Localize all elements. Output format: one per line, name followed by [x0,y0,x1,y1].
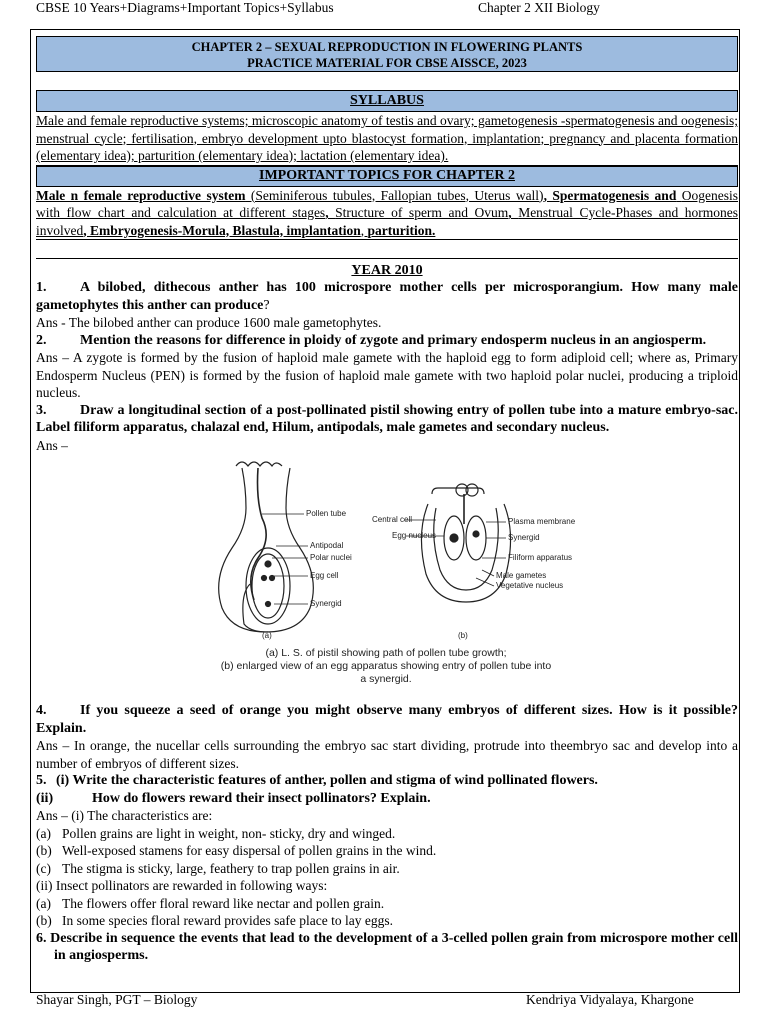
question-1 [36,279,738,314]
question-text: If you squeeze a seed of orange you might observe many embryos of different sizes. How is it possible? Explain. [36,703,738,736]
topic-detail: (Seminiferous tubules, Fallopian tubes, Uterus wall) [245,187,544,203]
page-header [36,0,732,20]
pistil-diagram [36,454,738,702]
topic-spermatogenesis: , Spermatogenesis and [543,187,677,203]
list-item: (a) Pollen grains are light in weight, non- sticky, dry and winged. [36,825,396,841]
label-egg-cell: Egg cell [310,571,339,580]
label-antipodal: Antipodal [310,541,344,550]
question-text: Draw a longitudinal section of a post-pollinated pistil showing entry of pollen tube into a mature embryo-sac. Label filiform apparatus, chalazal end, Hilum, antipodals, male gametes and secondary nucleus. [36,402,738,435]
question-5 [36,772,738,790]
footer-right: Kendriya Vidyalaya, Khargone [526,992,694,1007]
sep: , [508,205,519,220]
list-item: (b) Well-exposed stamens for easy dispersal of pollen grains in the wind. [36,843,437,858]
question-text: Describe in sequence the events that lead to the development of a 3-celled pollen grain from microspore mother cell in angiosperms. [50,930,738,963]
topic-embryogenesis: , Embryogenesis-Morula, Blastula, implantation [83,222,361,238]
header-left: CBSE 10 Years+Diagrams+Important Topics+Syllabus [36,0,334,15]
page-footer [36,992,732,1012]
label-egg-nucleus: Egg nucleus [392,531,437,540]
question-3 [36,402,738,437]
question-text: How do flowers reward their insect pollinators? Explain. [92,790,431,806]
important-topics-heading: IMPORTANT TOPICS FOR CHAPTER 2 [36,166,738,187]
topic-sperm-ovum: Structure of sperm and Ovum [335,205,509,220]
important-topics-text [36,187,738,241]
label-male-gametes: Male gametes [496,571,547,580]
topic-parturition: parturition. [367,222,436,238]
question-text: A bilobed, dithecous anther has 100 microspore mother cells per microsporangium. How many male gametophytes this anther can produce [36,280,738,313]
pistil-diagram-svg [36,454,738,646]
answer-1: Ans - The bilobed anther can produce 1600 male gametophytes. [36,315,382,330]
question-number: 5. [36,773,47,788]
year-heading: YEAR 2010 [36,258,738,279]
question-tail: ? [263,297,270,313]
label-filiform-apparatus: Filiform apparatus [508,553,573,562]
answer-2: Ans – A zygote is formed by the fusion of haploid male gamete with the haploid egg to form adiploid cell; where as, Primary Endosperm Nucleus (PEN) is formed by the fusion of haploid male gamete with two haploid polar nuclei, producing a triploid nucleus. [36,350,738,400]
question-2 [36,332,738,350]
syllabus-text: Male and female reproductive systems; microscopic anatomy of testis and ovary; gametogenesis -spermatogenesis and oogenesis; menstrual cycle; fertilisation, embryo development upto blastocyst formation, implantation; pregnancy and placenta formation (elementary idea); parturition (elementary idea); lactation (elementary idea). [36,112,738,166]
caption-line3: a synergid. [360,673,412,685]
answer-5-list-2 [36,895,738,930]
question-5-ii [36,790,738,808]
list-item: (c) The stigma is sticky, large, feathery to trap pollen grains in air. [36,860,400,876]
caption-line2: (b) enlarged view of an egg apparatus showing entry of pollen tube into [220,660,552,672]
label-b: (b) [458,631,468,640]
question-number: 3. [36,402,47,418]
chapter-title-line2: PRACTICE MATERIAL FOR CBSE AISSCE, 2023 [247,56,527,70]
syllabus-heading: SYLLABUS [36,90,738,112]
figure-caption [186,647,586,686]
label-a: (a) [262,631,272,640]
list-item: (b) In some species floral reward provides safe place to lay eggs. [36,913,394,928]
question-number: 4. [36,703,47,718]
label-plasma-membrane: Plasma membrane [508,517,576,526]
answer-5-ii: (ii) Insect pollinators are rewarded in following ways: [36,878,328,893]
label-pollen-tube: Pollen tube [306,509,347,518]
question-text: Mention the reasons for difference in ploidy of zygote and primary endosperm nucleus in an angiosperm. [80,332,707,348]
footer-left: Shayar Singh, PGT – Biology [36,992,198,1007]
question-6 [36,930,738,965]
list-item: (a) The flowers offer floral reward like nectar and pollen grain. [36,895,385,911]
answer-5: Ans – (i) The characteristics are: [36,808,213,823]
topic-menstrual: Menstrual Cycle-Phases and hormones involved [36,205,739,238]
caption-line1: (a) L. S. of pistil showing path of pollen tube growth; [265,647,507,659]
sep: , [325,205,336,220]
question-4 [36,702,738,737]
label-vegetative-nucleus: Vegetative nucleus [496,581,564,590]
question-number: (ii) [36,790,54,806]
question-text: (i) Write the characteristic features of anther, pollen and stigma of wind pollinated flowers. [56,773,598,788]
page-content [36,36,738,965]
label-synergid-b: Synergid [508,533,540,542]
label-synergid: Synergid [310,599,342,608]
question-number: 1. [36,280,47,295]
header-right: Chapter 2 XII Biology [478,0,600,15]
chapter-title-line1: CHAPTER 2 – SEXUAL REPRODUCTION IN FLOWERING PLANTS [191,40,583,54]
answer-3: Ans – [36,437,68,453]
question-number: 6. [36,930,47,946]
label-polar-nuclei: Polar nuclei [310,553,352,562]
chapter-title [36,36,738,72]
sep: , [360,222,368,238]
topic-reproductive-system: Male n female reproductive system [36,187,246,203]
question-number: 2. [36,332,47,348]
topic-oogenesis: Oogenesis with flow chart and calculation at different stages [36,187,739,220]
answer-4: Ans – In orange, the nucellar cells surrounding the embryo sac start dividing, protrude into theembryo sac and develop into a number of embryos of different sizes. [36,738,738,771]
answer-5-list-1 [36,825,738,878]
label-central-cell: Central cell [372,515,413,524]
